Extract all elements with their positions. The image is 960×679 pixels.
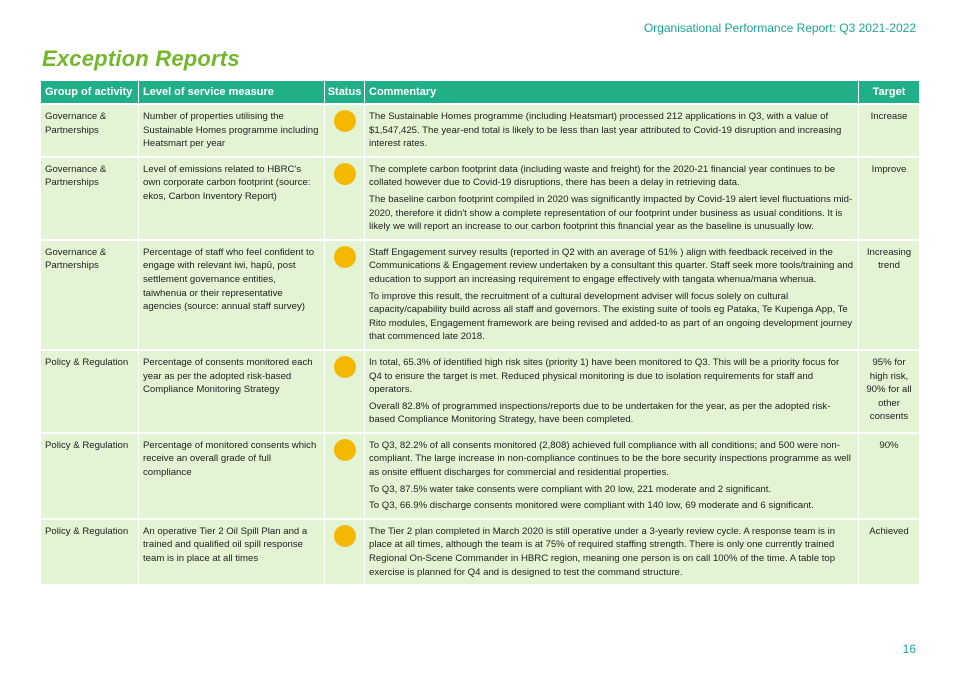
status-amber-indicator xyxy=(334,525,356,547)
column-header-measure: Level of service measure xyxy=(139,81,325,103)
commentary-paragraph: To improve this result, the recruitment of a cultural development adviser will focus solely on cultural capacity/capability build across all staff and governors. The existing suite of tools eg Pataka, Te Kupenga App, Te Rito modules, Engagement framework are being revised and added-to as part of an ongoing development journey that commenced late 2018. xyxy=(369,290,853,343)
status-amber-indicator xyxy=(334,439,356,461)
commentary-paragraph: To Q3, 82.2% of all consents monitored (2,808) achieved full compliance with all conditions; and 500 were non-compliant. The large increase in non-compliance continues to be the bore security inspections programme as well as onsite effluent discharges for commercial and residential properties. xyxy=(369,439,851,479)
table-row xyxy=(41,158,919,239)
commentary-paragraph: To Q3, 87.5% water take consents were compliant with 20 low, 221 moderate and 2 significant. xyxy=(369,483,772,495)
column-header-commentary: Commentary xyxy=(365,81,859,103)
measure-cell: Number of properties utilising the Sustainable Homes programme including Heatsmart per year xyxy=(139,105,325,156)
group-cell: Governance & Partnerships xyxy=(41,158,139,239)
target-cell: Increase xyxy=(859,105,919,156)
status-cell xyxy=(325,434,365,518)
column-header-target: Target xyxy=(859,81,919,103)
commentary-paragraph: Staff Engagement survey results (reported in Q2 with an average of 51% ) align with feedback received in the Communications & Engagement review undertaken by a consultant this quarter. Staff seek more tools/training and education to support an increasing requirement to engage effectively with tangata whenua/mana whenua. xyxy=(369,246,854,285)
measure-cell: Percentage of consents monitored each year as per the adopted risk-based Compliance Monitoring Strategy xyxy=(139,351,325,432)
target-cell: 95% for high risk, 90% for all other consents xyxy=(859,351,919,432)
table-row xyxy=(41,434,919,518)
commentary-cell xyxy=(365,520,859,584)
report-header-title: Organisational Performance Report: Q3 2021-2022 xyxy=(643,21,916,35)
group-cell: Policy & Regulation xyxy=(41,520,139,584)
group-cell: Policy & Regulation xyxy=(41,351,139,432)
measure-cell: Percentage of staff who feel confident to engage with relevant iwi, hapū, post settlement governance entities, taiwhenua or their representative agencies (source: annual staff survey) xyxy=(139,241,325,349)
status-cell xyxy=(325,351,365,432)
status-amber-indicator xyxy=(334,356,356,378)
commentary-paragraph: Overall 82.8% of programmed inspections/reports due to be undertaken for the year, as per the adopted risk-based Compliance Monitoring Strategy, have been completed. xyxy=(369,400,831,426)
table-row xyxy=(41,520,919,584)
table-row xyxy=(41,241,919,349)
exception-reports-table xyxy=(41,79,919,586)
page-title: Exception Reports xyxy=(42,46,240,71)
commentary-paragraph: The baseline carbon footprint compiled in 2020 was significantly impacted by Covid-19 alert level fluctuations mid-2020, therefore it didn't show a complete representation of our footprint under business as usual conditions. It is likely we will report an increase to our carbon footprint this financial year as the baseline is unusually low. xyxy=(369,193,853,233)
commentary-cell xyxy=(365,434,859,518)
target-cell: Achieved xyxy=(859,520,919,584)
commentary-cell xyxy=(365,241,859,349)
group-cell: Governance & Partnerships xyxy=(41,105,139,156)
commentary-paragraph: In total, 65.3% of identified high risk sites (priority 1) have been monitored to Q3. This will be a priority focus for Q4 to ensure the target is met. Reduced physical monitoring is due to isolation requirements for staff and operators. xyxy=(369,356,840,396)
status-amber-indicator xyxy=(334,110,356,132)
status-cell xyxy=(325,520,365,584)
status-cell xyxy=(325,105,365,156)
page-number: 16 xyxy=(902,642,916,656)
column-header-group: Group of activity xyxy=(41,81,139,103)
target-cell: Improve xyxy=(859,158,919,239)
commentary-cell xyxy=(365,351,859,432)
status-amber-indicator xyxy=(334,163,356,185)
status-cell xyxy=(325,158,365,239)
target-cell: 90% xyxy=(859,434,919,518)
measure-cell: Level of emissions related to HBRC's own corporate carbon footprint (source: ekos, Carbon Inventory Report) xyxy=(139,158,325,239)
commentary-paragraph: The Tier 2 plan completed in March 2020 is still operative under a 3-yearly review cycle. A response team is in place at all times, although the team is at 75% of required staffing strength. There is only one currently trained Regional On-Scene Commander in HBRC region, meaning one person is on call 100% of the time. A table top exercise is planned for Q4 and is designed to test the command structure. xyxy=(369,525,836,578)
group-cell: Policy & Regulation xyxy=(41,434,139,518)
commentary-paragraph: To Q3, 66.9% discharge consents monitored were compliant with 140 low, 69 moderate and 6 significant. xyxy=(369,500,814,512)
table-row xyxy=(41,351,919,432)
column-header-status: Status xyxy=(325,81,365,103)
table-row xyxy=(41,105,919,156)
table-header-row xyxy=(41,81,919,103)
measure-cell: Percentage of monitored consents which receive an overall grade of full compliance xyxy=(139,434,325,518)
status-amber-indicator xyxy=(334,246,356,268)
measure-cell: An operative Tier 2 Oil Spill Plan and a trained and qualified oil spill response team is in place at all times xyxy=(139,520,325,584)
commentary-paragraph: The complete carbon footprint data (including waste and freight) for the 2020-21 financial year continues to be collated however due to Covid-19 disruptions, there has been a delay in retrieving data. xyxy=(369,163,836,189)
target-cell: Increasing trend xyxy=(859,241,919,349)
commentary-paragraph: The Sustainable Homes programme (including Heatsmart) processed 212 applications in Q3, with a value of $1,547,425. The year-end total is likely to be less than last year attributed to Covid-19 disruption and increasing interest rates. xyxy=(369,111,842,150)
commentary-cell xyxy=(365,158,859,239)
group-cell: Governance & Partnerships xyxy=(41,241,139,349)
commentary-cell xyxy=(365,105,859,156)
status-cell xyxy=(325,241,365,349)
